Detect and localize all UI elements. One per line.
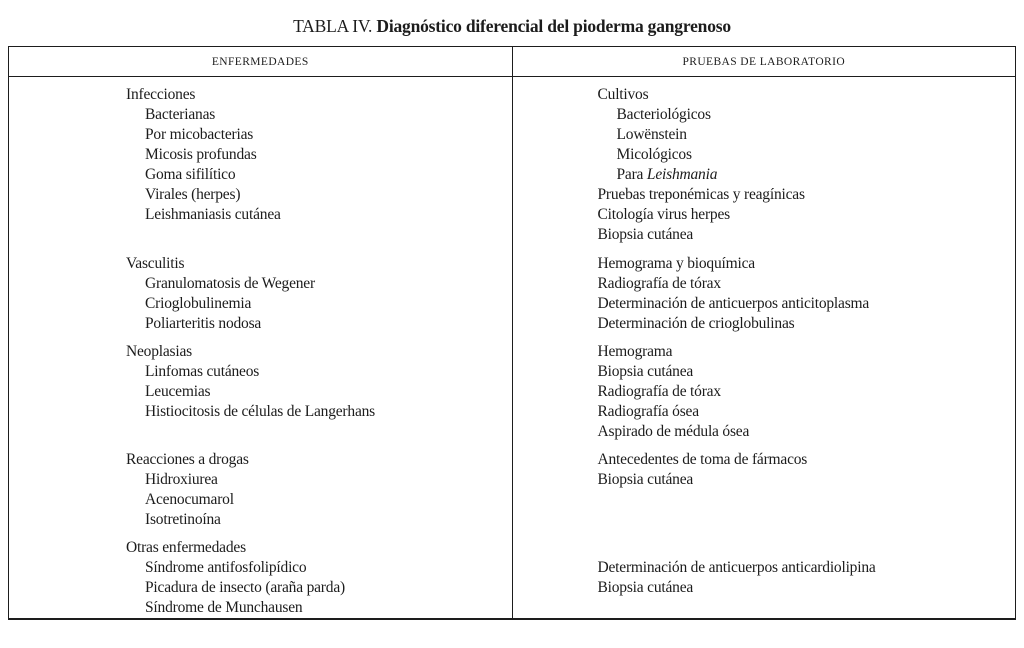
group-heading: Reacciones a drogas (126, 450, 249, 468)
header-row (9, 47, 1016, 77)
group-heading: Neoplasias (126, 342, 193, 360)
column-header-pruebas-laboratorio: PRUEBAS DE LABORATORIO (512, 47, 1016, 77)
group-heading: Vasculitis (126, 254, 185, 272)
cell-pruebas-neoplasias (512, 334, 1016, 442)
group-item: Micológicos (616, 146, 692, 163)
group-item: Crioglobulinemia (145, 294, 252, 312)
group-item: Aspirado de médula ósea (597, 422, 750, 440)
group-item: Radiografía de tórax (597, 382, 721, 400)
group-item: Síndrome antifosfolipídico (145, 558, 307, 576)
group-item: Bacterianas (145, 106, 216, 123)
group-heading: Cultivos (597, 86, 649, 103)
group-item: Hidroxiurea (145, 470, 218, 488)
cell-pruebas-vasculitis (512, 246, 1016, 334)
cell-pruebas-otras (512, 530, 1016, 619)
group-item: Acenocumarol (145, 490, 234, 508)
group-item: Leishmaniasis cutánea (145, 206, 281, 223)
group-item: Bacteriológicos (616, 106, 711, 123)
group-item: Isotretinoína (145, 510, 221, 528)
group-item: Histiocitosis de células de Langerhans (145, 402, 376, 420)
page-title (0, 15, 1024, 37)
table-number-prefix: TABLA IV. (293, 16, 373, 36)
group-item: Linfomas cutáneos (145, 362, 260, 380)
group-item: Radiografía ósea (597, 402, 699, 420)
para-label: Para (616, 166, 647, 183)
group-item: Antecedentes de toma de fármacos (597, 450, 808, 468)
table-title-text: Diagnóstico diferencial del pioderma gangrenoso (376, 16, 731, 36)
group-item: Radiografía de tórax (597, 274, 721, 292)
row-otras-enfermedades (9, 530, 1016, 619)
group-item: Pruebas treponémicas y reagínicas (597, 186, 805, 203)
group-item: Determinación de anticuerpos anticitoplasma (597, 294, 870, 312)
cell-enfermedades-neoplasias (9, 334, 513, 442)
group-item: Granulomatosis de Wegener (145, 274, 315, 292)
group-item: Goma sifilítico (145, 166, 236, 183)
group-item: Síndrome de Munchausen (145, 598, 303, 616)
row-vasculitis (9, 246, 1016, 334)
group-heading: Otras enfermedades (126, 538, 246, 556)
leishmania-italic: Leishmania (646, 166, 718, 183)
cell-pruebas-reacciones (512, 442, 1016, 530)
differential-diagnosis-table (8, 46, 1016, 620)
group-item: Picadura de insecto (araña parda) (145, 578, 345, 596)
row-neoplasias (9, 334, 1016, 442)
group-item: Virales (herpes) (145, 186, 241, 203)
group-item: Hemograma y bioquímica (597, 254, 755, 272)
group-heading: Infecciones (126, 86, 196, 103)
group-item: Citología virus herpes (597, 206, 730, 223)
group-item: Por micobacterias (145, 126, 254, 143)
cell-enfermedades-infecciones (9, 77, 513, 246)
group-item: Biopsia cutánea (597, 470, 694, 488)
cell-enfermedades-reacciones (9, 442, 513, 530)
group-item: Poliarteritis nodosa (145, 314, 262, 332)
cell-pruebas-infecciones (512, 77, 1016, 246)
group-item: Biopsia cutánea (597, 578, 694, 596)
group-item: Biopsia cutánea (597, 226, 694, 243)
table-header (9, 47, 1016, 77)
row-infecciones (9, 77, 1016, 246)
row-reacciones-drogas (9, 442, 1016, 530)
cell-enfermedades-vasculitis (9, 246, 513, 334)
group-item: Determinación de crioglobulinas (597, 314, 795, 332)
group-item: Leucemias (145, 382, 211, 400)
group-item (598, 165, 1016, 185)
group-item: Micosis profundas (145, 146, 257, 163)
cell-enfermedades-otras (9, 530, 513, 619)
column-header-enfermedades: ENFERMEDADES (9, 47, 513, 77)
group-item: Determinación de anticuerpos anticardiolipina (597, 558, 876, 576)
group-item: Lowënstein (616, 126, 687, 143)
group-item: Hemograma (597, 342, 673, 360)
group-item: Biopsia cutánea (597, 362, 694, 380)
